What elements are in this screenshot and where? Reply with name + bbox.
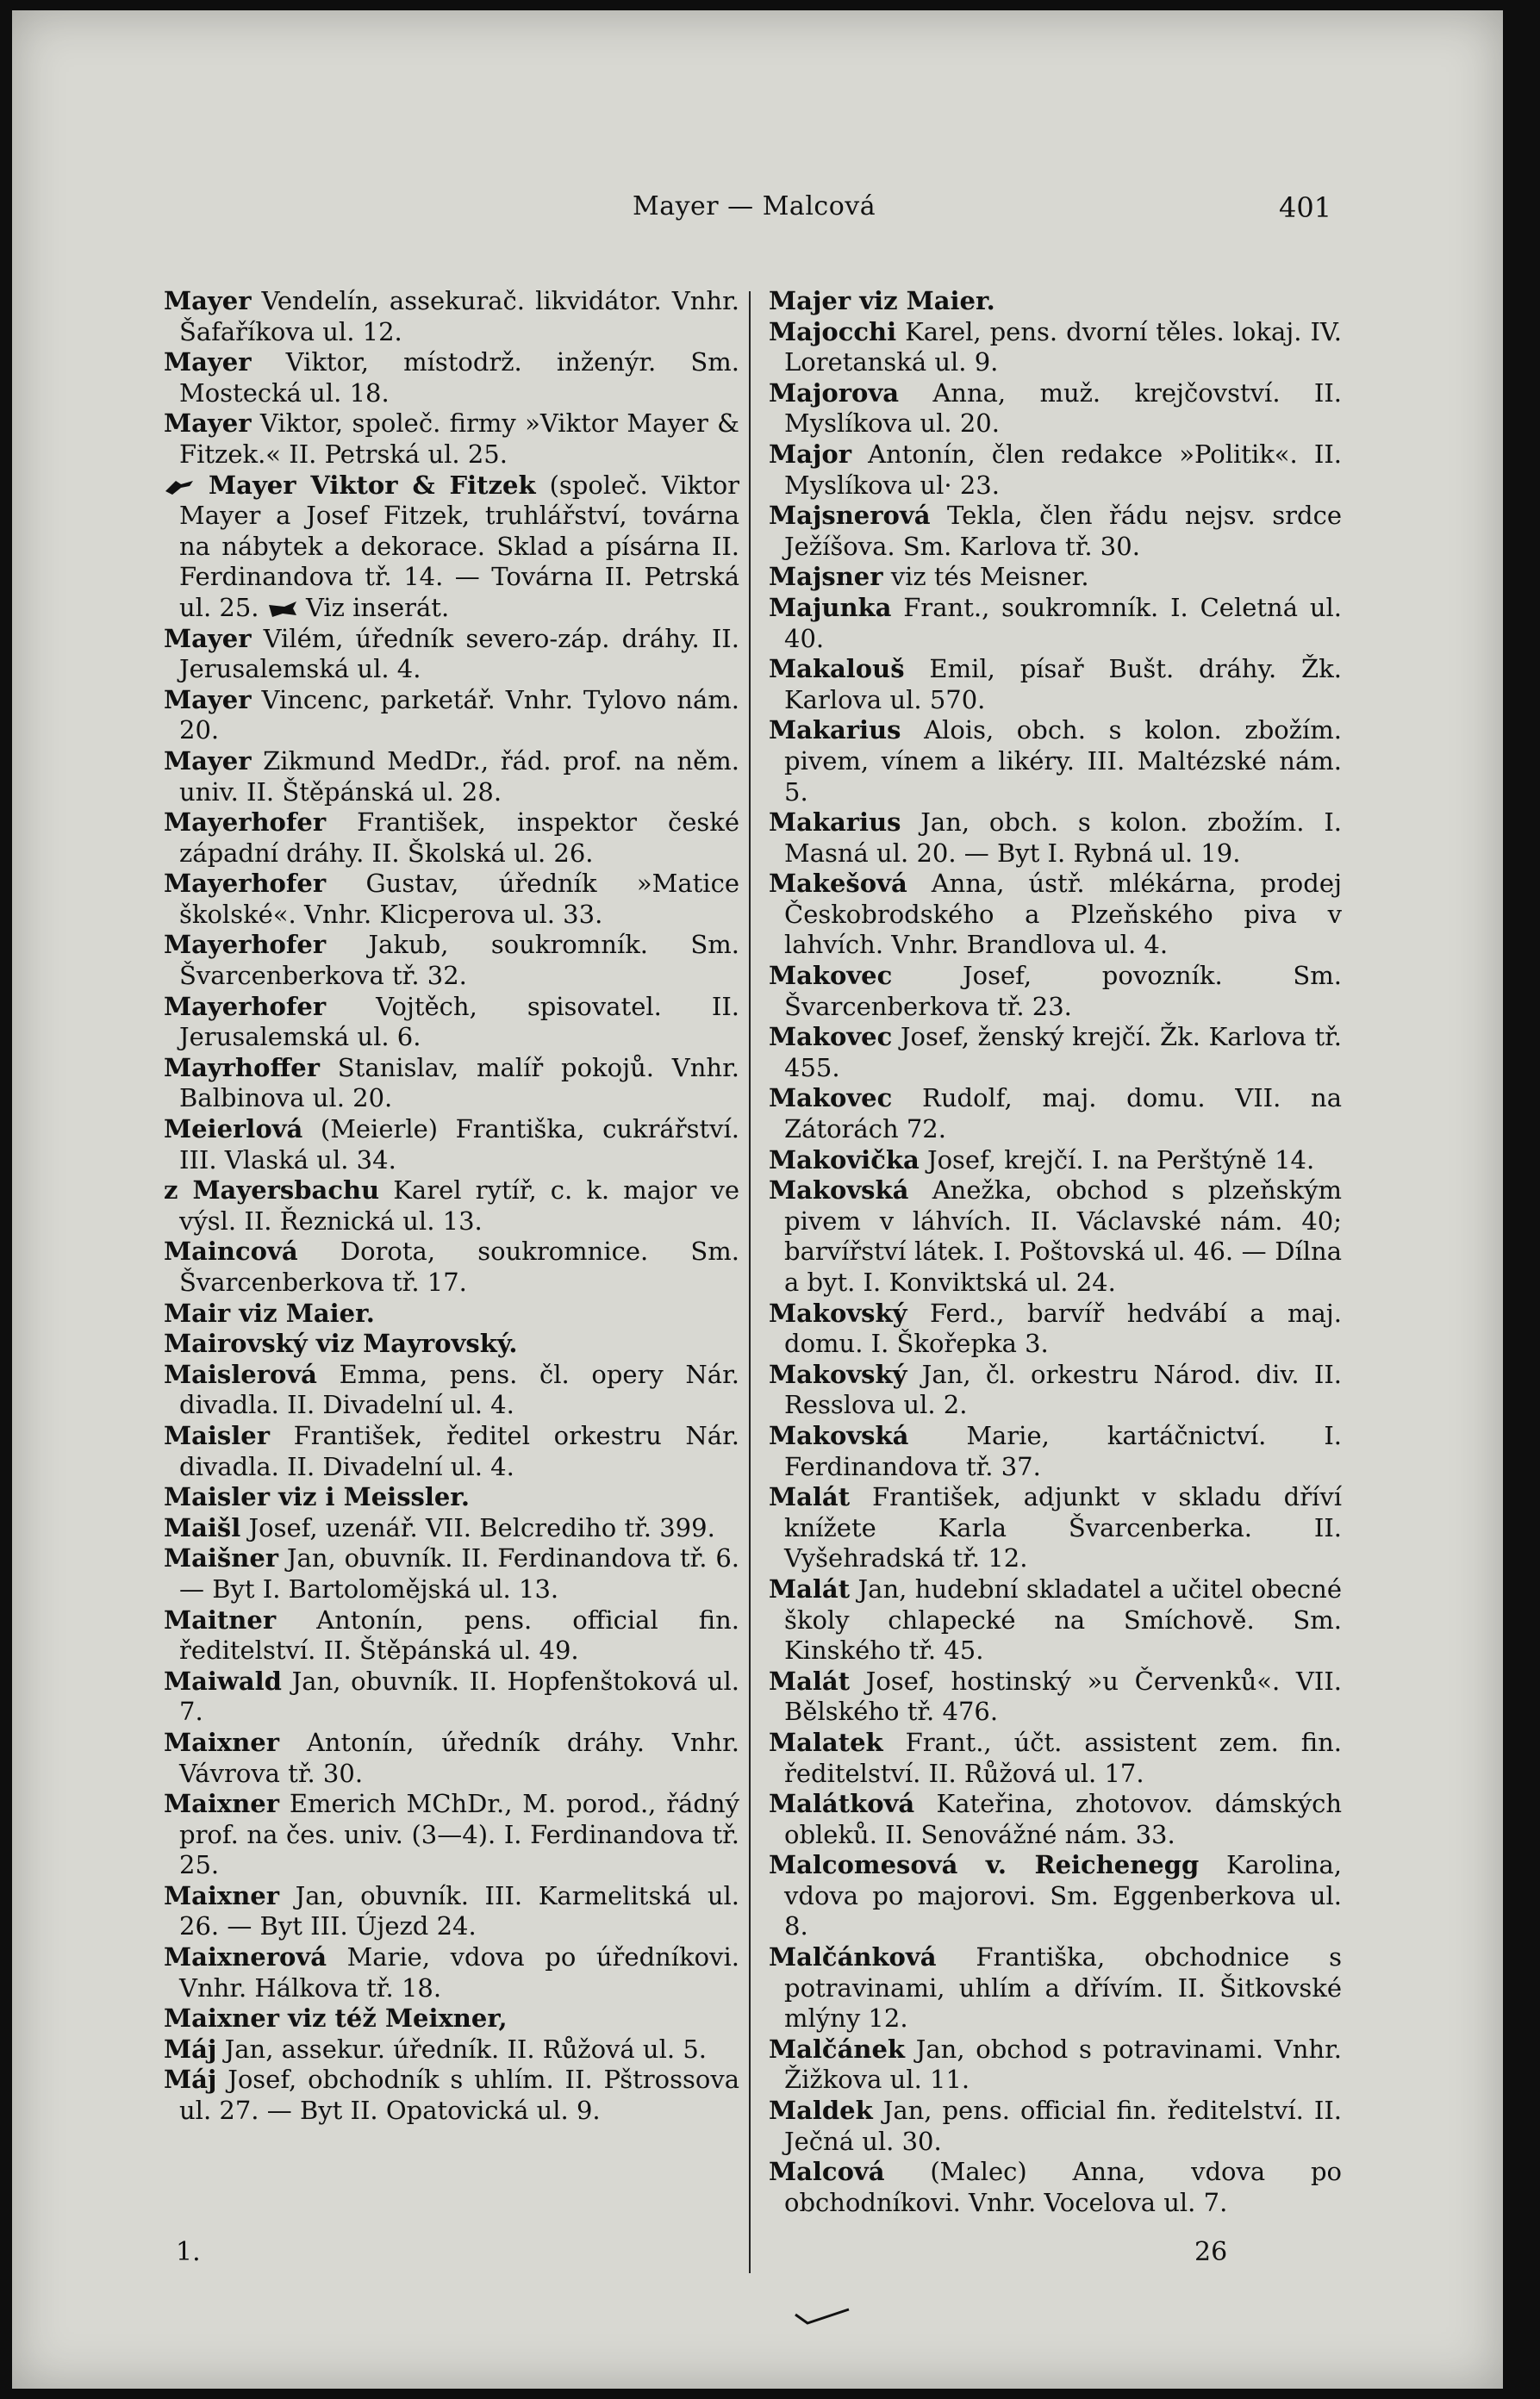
- entry-name: z Mayersbachu: [164, 1175, 380, 1206]
- directory-entry: [164, 930, 739, 991]
- directory-entry: [164, 1881, 739, 1942]
- entry-name: Maixner viz též Meixner,: [164, 2003, 508, 2034]
- entry-details: Rudolf, maj. domu. VII. na Zátorách 72.: [784, 1083, 1342, 1144]
- directory-entry: [769, 378, 1342, 439]
- pointing-hand-icon: [164, 476, 195, 498]
- entry-name: Maldek: [769, 2096, 873, 2126]
- entry-details: Kateřina, zhotovov. dámských obleků. II. Senovážné nám. 33.: [784, 1789, 1342, 1849]
- directory-entry: [769, 1175, 1342, 1298]
- directory-entry: [769, 2157, 1342, 2218]
- entry-details: Anna, muž. krejčovství. II. Myslíkova ul. 20.: [784, 377, 1342, 439]
- running-title: Mayer — Malcová: [633, 191, 876, 221]
- entry-name: Meierlová: [164, 1114, 303, 1144]
- entry-details: Jan, obuvník. II. Hopfenštoková ul. 7.: [179, 1666, 739, 1727]
- entry-name: Malát: [769, 1573, 851, 1604]
- entry-name: Maiwald: [164, 1666, 282, 1696]
- entry-name: Makovský: [769, 1359, 907, 1389]
- entry-details: František, adjunkt v skladu dříví knížete Karla Švarcenberka. II. Vyšehradská tř. 12.: [784, 1482, 1342, 1573]
- directory-entry: [769, 317, 1342, 378]
- directory-entry: [769, 1421, 1342, 1482]
- entry-name: Makarius: [769, 807, 901, 838]
- directory-entry: [769, 654, 1342, 715]
- entry-name: Maišl: [164, 1512, 241, 1542]
- directory-entry: [164, 1605, 739, 1667]
- entry-name: Maišner: [164, 1543, 279, 1573]
- entry-reference: Viz inserát.: [297, 592, 450, 622]
- entry-details: Jan, obuvník. III. Karmelitská ul. 26. — Byt III. Újezd 24.: [179, 1880, 739, 1941]
- directory-entry: [164, 1053, 739, 1114]
- entry-name: Makovec: [769, 1022, 893, 1052]
- entry-details: Karel rytíř, c. k. major ve výsl. II. Řeznická ul. 13.: [179, 1175, 739, 1236]
- entry-details: Viktor, společ. firmy »Viktor Mayer & Fitzek.« II. Petrská ul. 25.: [179, 408, 739, 469]
- entry-details: Stanislav, malíř pokojů. Vnhr. Balbinova ul. 20.: [179, 1052, 739, 1113]
- directory-entry: [769, 286, 1342, 317]
- entry-details: Frant., účt. assistent zem. fin. ředitelství. II. Růžová ul. 17.: [784, 1727, 1342, 1788]
- directory-entry: [769, 869, 1342, 961]
- entry-name: Maixner: [164, 1880, 280, 1910]
- entry-details: Viktor, místodrž. inženýr. Sm. Mostecká ul. 18.: [179, 347, 739, 408]
- directory-entry: [164, 1421, 739, 1482]
- directory-entry: [164, 992, 739, 1053]
- entry-name: Majsner: [769, 562, 883, 592]
- directory-entry: [769, 1789, 1342, 1850]
- entry-details: viz tés Meisner.: [882, 562, 1089, 592]
- entry-details: František, ředitel orkestru Nár. divadla. II. Divadelní ul. 4.: [179, 1420, 739, 1481]
- entry-name: Mayerhofer: [164, 807, 327, 838]
- entry-details: Jan, assekur. úředník. II. Růžová ul. 5.: [216, 2034, 707, 2064]
- directory-page: [12, 10, 1503, 2389]
- right-column: [769, 286, 1342, 2218]
- page-header: [12, 191, 1503, 240]
- directory-entry: [769, 439, 1342, 501]
- entry-details: Antonín, úředník dráhy. Vnhr. Vávrova tř. 30.: [179, 1727, 739, 1788]
- column-divider: [749, 291, 751, 2273]
- directory-entry: [164, 624, 739, 685]
- entry-details: Jan, čl. orkestru Národ. div. II. Resslova ul. 2.: [784, 1359, 1342, 1420]
- entry-name: Mayerhofer: [164, 930, 327, 960]
- entry-name: Majsnerová: [769, 501, 931, 531]
- directory-entry: [164, 1237, 739, 1298]
- directory-entry: [769, 1083, 1342, 1144]
- directory-entry: [769, 1574, 1342, 1667]
- entry-name: Majer viz Maier.: [769, 286, 995, 315]
- directory-entry: [164, 1114, 739, 1175]
- entry-name: Malcová: [769, 2157, 885, 2187]
- directory-entry: [164, 807, 739, 869]
- entry-details: Anna, ústř. mlékárna, prodej Českobrodského a Plzeňského piva v lahvích. Vnhr. Brandlova ul. 4.: [784, 869, 1342, 960]
- directory-entry: [164, 2003, 739, 2034]
- entry-name: Major: [769, 439, 852, 469]
- sheet-number: 26: [1194, 2237, 1228, 2267]
- entry-name: Majocchi: [769, 316, 897, 346]
- directory-entry: [769, 1850, 1342, 1942]
- entry-name: Maixner: [164, 1789, 280, 1819]
- entry-name: Malát: [769, 1666, 851, 1696]
- entry-details: Ferd., barvíř hedvábí a maj. domu. I. Škořepka 3.: [784, 1298, 1342, 1359]
- entry-details: Josef, krejčí. I. na Perštýně 14.: [919, 1144, 1315, 1175]
- entry-details: Františka, obchodnice s potravinami, uhlím a dřívím. II. Šitkovské mlýny 12.: [784, 1942, 1342, 2034]
- entry-name: Mayrhoffer: [164, 1052, 320, 1082]
- entry-name: Malčánková: [769, 1942, 937, 1972]
- pointing-hand-icon: [267, 598, 298, 620]
- entry-details: Josef, hostinský »u Červenků«. VII. Bělského tř. 476.: [784, 1666, 1342, 1727]
- directory-entry: [769, 1728, 1342, 1789]
- directory-entry: [769, 562, 1342, 593]
- entry-name: Maincová: [164, 1237, 298, 1267]
- directory-entry: [769, 593, 1342, 654]
- entry-name: Makovička: [769, 1144, 920, 1175]
- entry-name: Maislerová: [164, 1359, 317, 1389]
- entry-details: Jan, obch. s kolon. zbožím. I. Masná ul. 20. — Byt I. Rybná ul. 19.: [784, 807, 1342, 868]
- directory-entry: [769, 961, 1342, 1022]
- directory-entry: [164, 1329, 739, 1360]
- entry-details: Josef, povozník. Sm. Švarcenberkova tř. 23.: [784, 961, 1342, 1021]
- entry-name: Máj: [164, 2034, 217, 2064]
- entry-name: Maitner: [164, 1605, 277, 1635]
- entry-details: Josef, obchodník s uhlím. II. Pštrossova ul. 27. — Byt II. Opatovická ul. 9.: [179, 2065, 739, 2126]
- signature-mark: 1.: [176, 2237, 201, 2267]
- entry-name: Mayer: [164, 347, 252, 377]
- directory-entry: [164, 685, 739, 746]
- directory-entry: [164, 347, 739, 408]
- directory-entry: [164, 408, 739, 470]
- directory-entry: [769, 1022, 1342, 1083]
- entry-name: Mayerhofer: [164, 991, 327, 1021]
- directory-entry: [164, 1789, 739, 1881]
- page-number: 401: [1279, 191, 1332, 224]
- directory-entry: [164, 2034, 739, 2066]
- entry-name: Malatek: [769, 1727, 883, 1757]
- entry-details: Jan, pens. official fin. ředitelství. II. Ječná ul. 30.: [784, 2096, 1342, 2156]
- entry-name: Makalouš: [769, 654, 905, 684]
- entry-name: Majunka: [769, 592, 892, 622]
- entry-details: Vincenc, parketář. Vnhr. Tylovo nám. 20.: [179, 684, 739, 745]
- left-column: [164, 286, 739, 2127]
- entry-name: Máj: [164, 2065, 217, 2095]
- entry-details: Josef, ženský krejčí. Žk. Karlova tř. 455.: [784, 1022, 1342, 1082]
- entry-details: Dorota, soukromnice. Sm. Švarcenberkova tř. 17.: [179, 1237, 739, 1297]
- entry-name: Malátková: [769, 1789, 915, 1819]
- directory-entry: [769, 715, 1342, 807]
- directory-entry: [769, 2034, 1342, 2096]
- directory-entry: [164, 869, 739, 930]
- directory-entry: [164, 286, 739, 347]
- entry-name: Makovský: [769, 1298, 907, 1328]
- entry-name: Makovec: [769, 1083, 893, 1113]
- entry-details: (Meierle) Františka, cukrářství. III. Vlaská ul. 34.: [179, 1114, 739, 1175]
- entry-name: Maisler: [164, 1420, 270, 1450]
- entry-details: Tekla, člen řádu nejsv. srdce Ježíšova. Sm. Karlova tř. 30.: [784, 501, 1342, 561]
- entry-details: Alois, obch. s kolon. zbožím. pivem, vínem a likéry. III. Maltézské nám. 5.: [784, 715, 1342, 807]
- directory-entry: [769, 807, 1342, 869]
- entry-name: Makovská: [769, 1175, 909, 1206]
- entry-details: Vilém, úředník severo-záp. dráhy. II. Jerusalemská ul. 4.: [179, 623, 739, 684]
- directory-entry: [769, 2096, 1342, 2157]
- entry-details: Jan, obuvník. II. Ferdinandova tř. 6. — Byt I. Bartolomějská ul. 13.: [179, 1543, 739, 1604]
- directory-entry: [164, 1299, 739, 1330]
- directory-entry: [769, 501, 1342, 562]
- entry-name: Mayer: [164, 408, 252, 439]
- entry-details: František, inspektor české západní dráhy. II. Školská ul. 26.: [179, 807, 739, 868]
- check-mark-icon: [792, 2302, 852, 2328]
- entry-details: Josef, uzenář. VII. Belcrediho tř. 399.: [240, 1512, 715, 1542]
- entry-name: Mayer: [164, 745, 252, 776]
- entry-name: Mayerhofer: [164, 869, 327, 899]
- directory-entry: [164, 746, 739, 807]
- entry-details: Vendelín, assekurač. likvidátor. Vnhr. Šafaříkova ul. 12.: [179, 286, 739, 346]
- directory-entry: [769, 1299, 1342, 1360]
- entry-details: Emma, pens. čl. opery Nár. divadla. II. Divadelní ul. 4.: [179, 1359, 739, 1420]
- entry-details: (společ. Viktor Mayer a Josef Fitzek, truhlářství, továrna na nábytek a dekorace. Sklad a písárna II. Ferdinandova tř. 14. — Továrna II. Petrská ul. 25.: [179, 470, 740, 622]
- entry-name: Maisler viz i Meissler.: [164, 1482, 471, 1512]
- entry-details: Jan, hudební skladatel a učitel obecné školy chlapecké na Smíchově. Sm. Kinského tř. 45.: [784, 1573, 1342, 1666]
- entry-details: (Malec) Anna, vdova po obchodníkovi. Vnhr. Vocelova ul. 7.: [784, 2157, 1342, 2217]
- entry-name: Malčánek: [769, 2034, 905, 2064]
- entry-name: Makarius: [769, 715, 901, 745]
- entry-name: Mair viz Maier.: [164, 1298, 375, 1328]
- entry-name: Mayer: [164, 286, 252, 315]
- directory-entry: [769, 1482, 1342, 1574]
- entry-details: Antonín, pens. official fin. ředitelství. II. Štěpánská ul. 49.: [179, 1605, 739, 1666]
- entry-name: Makovec: [769, 961, 893, 991]
- directory-entry: [164, 1728, 739, 1789]
- entry-details: Karolina, vdova po majorovi. Sm. Eggenberkova ul. 8.: [784, 1850, 1343, 1941]
- directory-entry: [164, 1513, 739, 1544]
- entry-name: Mayer Viktor & Fitzek: [209, 470, 536, 500]
- directory-entry: [769, 1145, 1342, 1176]
- entry-details: Emerich MChDr., M. porod., řádný prof. na čes. univ. (3—4). I. Ferdinandova tř. 25.: [179, 1789, 739, 1880]
- entry-name: Malcomesová v. Reichenegg: [769, 1850, 1200, 1880]
- entry-name: Mairovský viz Mayrovský.: [164, 1329, 518, 1359]
- entry-name: Malát: [769, 1482, 851, 1512]
- entry-details: Zikmund MedDr., řád. prof. na něm. univ. II. Štěpánská ul. 28.: [179, 745, 739, 807]
- entry-name: Mayer: [164, 684, 252, 714]
- directory-entry: [769, 1667, 1342, 1728]
- directory-entry: [164, 1942, 739, 2003]
- entry-name: Majorova: [769, 377, 899, 408]
- directory-entry: [164, 1543, 739, 1605]
- directory-entry: [164, 470, 739, 624]
- directory-entry: [164, 1175, 739, 1237]
- entry-details: Marie, kartáčnictví. I. Ferdinandova tř. 37.: [784, 1420, 1342, 1481]
- entry-name: Mayer: [164, 623, 252, 653]
- entry-details: Gustav, úředník »Matice školské«. Vnhr. Klicperova ul. 33.: [179, 869, 739, 929]
- entry-details: Vojtěch, spisovatel. II. Jerusalemská ul. 6.: [179, 991, 739, 1052]
- directory-entry: [164, 1360, 739, 1421]
- directory-entry: [769, 1360, 1342, 1421]
- directory-entry: [164, 2065, 739, 2126]
- entry-name: Maixnerová: [164, 1942, 327, 1972]
- directory-entry: [769, 1942, 1342, 2034]
- entry-details: Karel, pens. dvorní těles. lokaj. IV. Loretanská ul. 9.: [784, 316, 1342, 377]
- entry-details: Jakub, soukromník. Sm. Švarcenberkova tř. 32.: [179, 930, 739, 991]
- directory-entry: [164, 1667, 739, 1728]
- entry-details: Anežka, obchod s plzeňským pivem v láhvích. II. Václavské nám. 40; barvířství látek. I. Poštovská ul. 46. — Dílna a byt. I. Konviktská ul. 24.: [784, 1175, 1342, 1297]
- entry-details: Emil, písař Bušt. dráhy. Žk. Karlova ul. 570.: [784, 654, 1342, 714]
- entry-details: Marie, vdova po úředníkovi. Vnhr. Hálkova tř. 18.: [179, 1942, 739, 2003]
- directory-entry: [164, 1482, 739, 1513]
- entry-details: Frant., soukromník. I. Celetná ul. 40.: [784, 592, 1342, 653]
- entry-name: Maixner: [164, 1727, 280, 1757]
- entry-name: Makešová: [769, 869, 907, 899]
- entry-name: Makovská: [769, 1420, 909, 1450]
- entry-details: Jan, obchod s potravinami. Vnhr. Žižkova ul. 11.: [784, 2034, 1342, 2095]
- entry-details: Antonín, člen redakce »Politik«. II. Myslíkova ul· 23.: [784, 439, 1342, 500]
